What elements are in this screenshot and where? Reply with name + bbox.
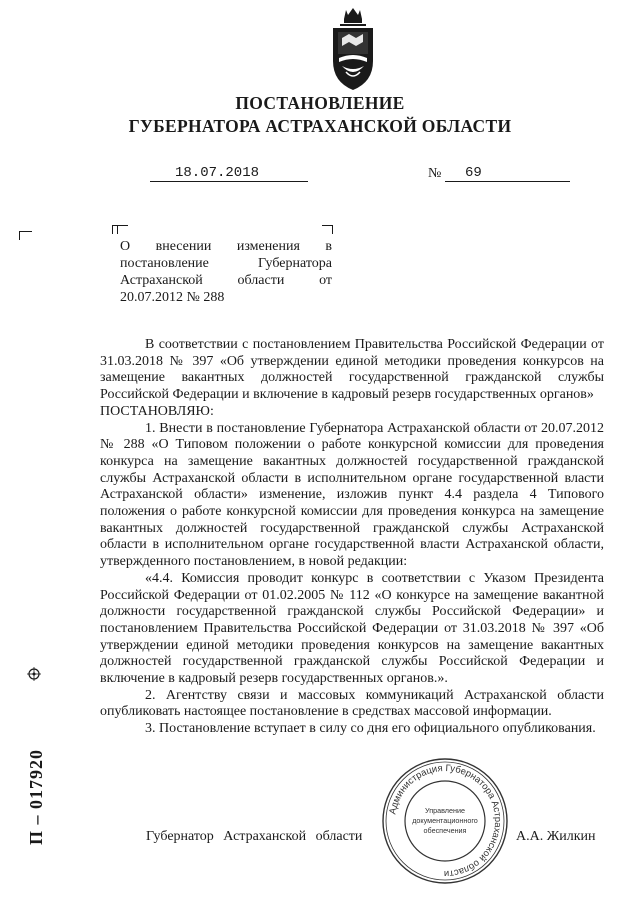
corner-mark-left xyxy=(19,231,32,240)
document-title-line2: ГУБЕРНАТОРА АСТРАХАНСКОЙ ОБЛАСТИ xyxy=(128,116,512,136)
item-1-quote-paragraph: «4.4. Комиссия проводит конкурс в соответствии с Указом Президента Российской Федерации от 01.02.2005 № 112 «О конкурсе на замещение вакантной должности государственной гражданской службы Российской Федерации» и постановлением Правительства Российской Федерации от 31.03.2018 № 397 «Об утверждении единой методики проведения конкурсов на замещение вакантных должностей государственной гражданской службы Российской Федерации и включение в кадровый резерв государственных органов.». xyxy=(100,570,604,687)
preamble-paragraph: В соответствии с постановлением Правительства Российской Федерации от 31.03.2018 № 397 «Об утверждении единой методики проведения конкурсов на замещение вакантных должностей государственной гражданской службы Российской Федерации и включение в кадровый резерв государственных органов» xyxy=(100,337,604,403)
number-label: № xyxy=(428,166,442,181)
subject-bracket-right xyxy=(322,225,333,234)
signature-position: Губернатор Астраханской области xyxy=(146,829,363,844)
side-registration-text: П – 017920 xyxy=(26,748,46,845)
signature-name: А.А. Жилкин xyxy=(516,829,596,844)
item-1-paragraph: 1. Внести в постановление Губернатора Астраханской области от 20.07.2012 № 288 «О Типовом положении о работе конкурсной комиссии для проведения конкурса на замещение вакантных должностей государственной гражданской службы Астраханской области в исполнительном органе государственной власти Астраханской области» изменение, изложив пункт 4.4 раздела 4 Типового положения о работе конкурсной комиссии для проведения конкурса на замещение вакантных должностей государственной гражданской службы Астраханской области в исполнительном органе государственной власти Астраханской области, утвержденного постановлением, в новой редакции: xyxy=(100,420,604,570)
side-registration-mark xyxy=(20,660,50,850)
document-subject: О внесении изменения в постановление Губернатора Астраханской области от 20.07.2012 № 288 xyxy=(120,239,332,305)
document-body xyxy=(100,337,604,738)
number-underline xyxy=(445,181,570,182)
seal-outer-text: Администрация Губернатора Астраханской области xyxy=(387,762,504,880)
document-number: 69 xyxy=(465,165,482,181)
subject-bracket-left-2 xyxy=(117,225,128,234)
coat-of-arms-emblem xyxy=(326,6,380,92)
item-3-paragraph: 3. Постановление вступает в силу со дня его официального опубликования. xyxy=(145,721,596,737)
seal-inner-line2: документационного xyxy=(412,816,478,825)
document-title-line1: ПОСТАНОВЛЕНИЕ xyxy=(235,93,405,113)
resolve-heading: ПОСТАНОВЛЯЮ: xyxy=(100,403,214,419)
date-underline xyxy=(150,181,308,182)
document-date: 18.07.2018 xyxy=(175,165,260,181)
item-2-paragraph: 2. Агентству связи и массовых коммуникаций Астраханской области опубликовать настоящее постановление в средствах массовой информации. xyxy=(100,687,604,720)
seal-inner-line3: обеспечения xyxy=(423,826,467,835)
seal-inner-line1: Управление xyxy=(425,806,465,815)
official-seal-stamp xyxy=(381,757,509,885)
